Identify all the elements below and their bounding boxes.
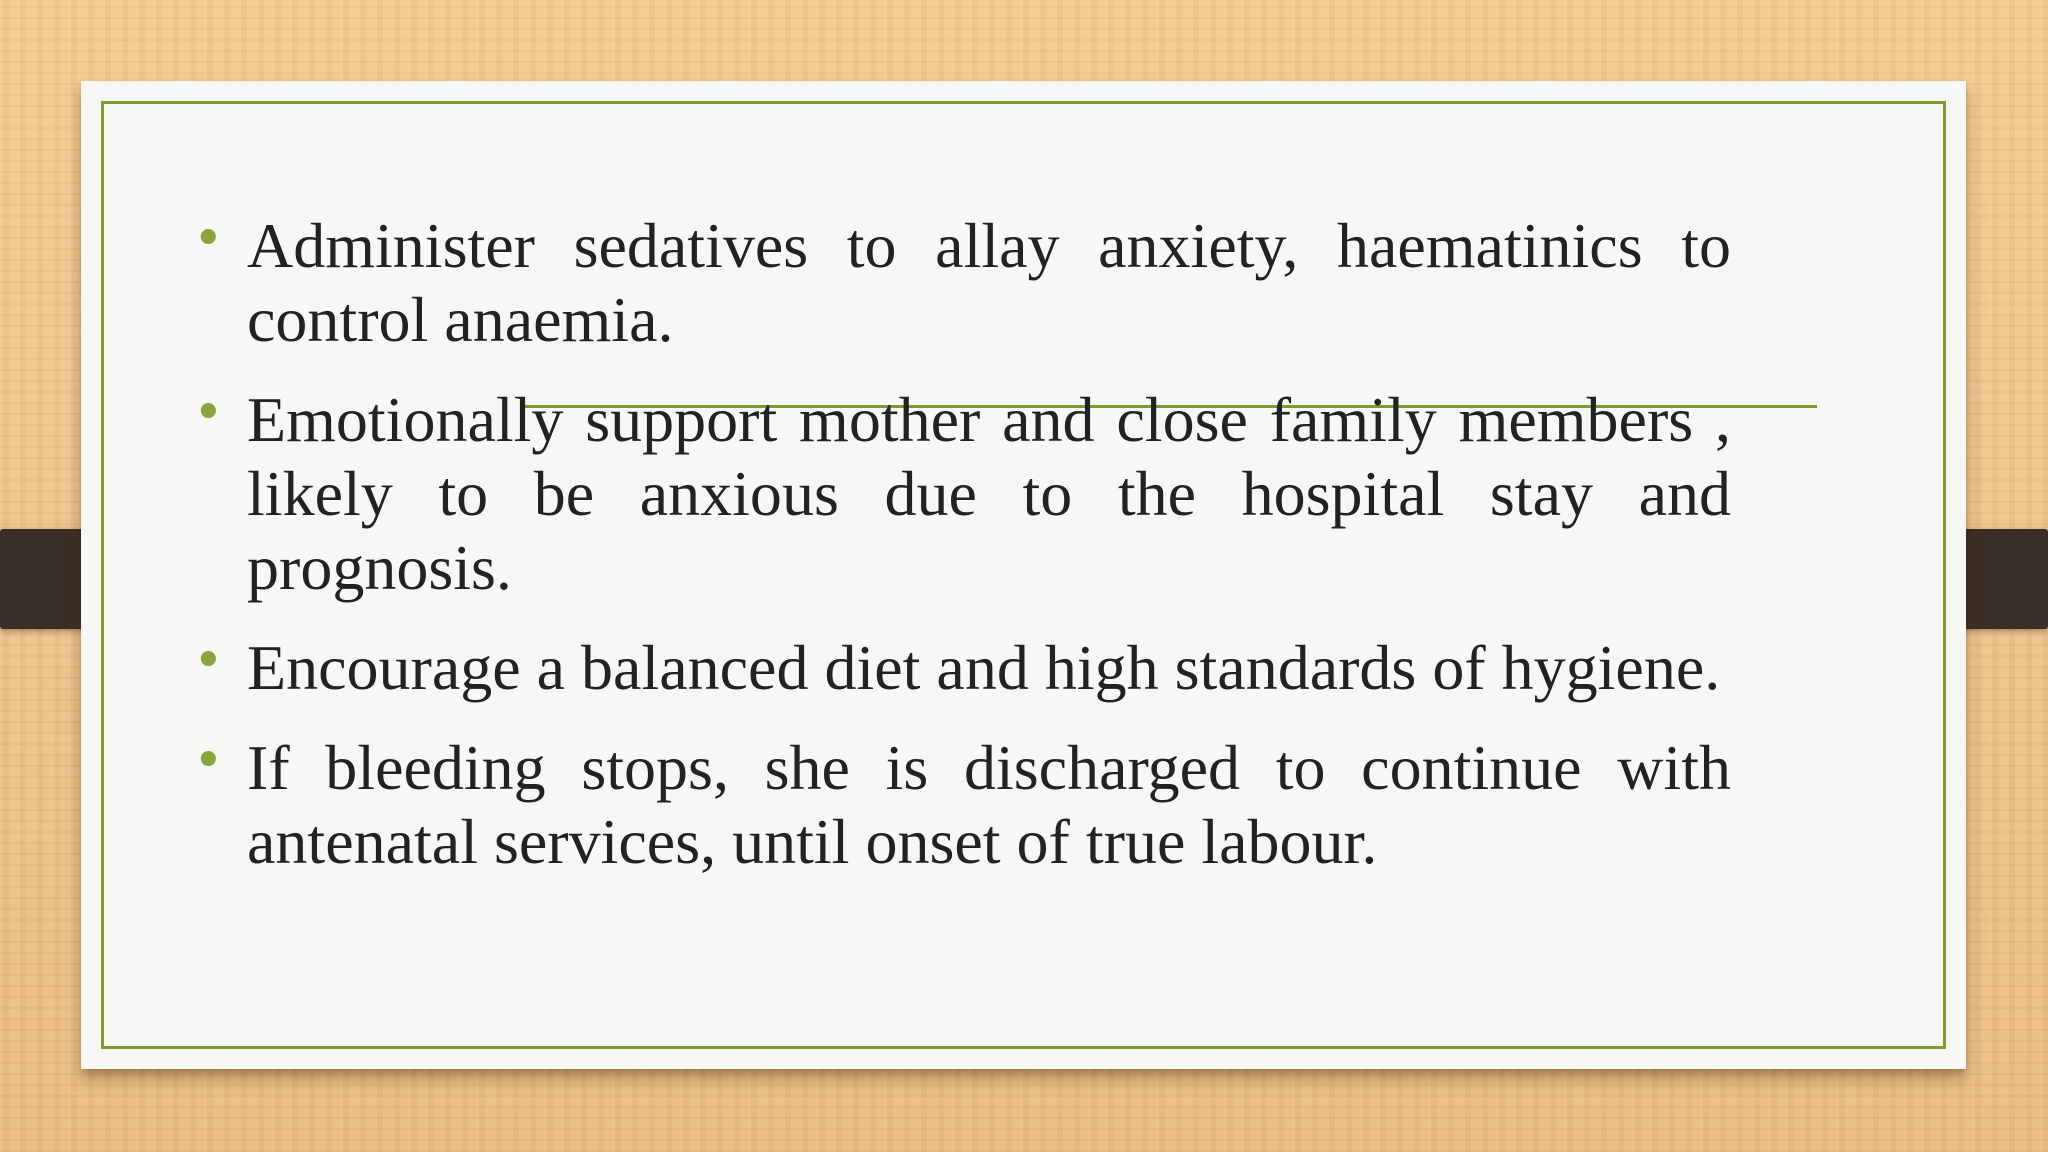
bullet-text: Encourage a balanced diet and high standards of hygiene. <box>247 632 1721 703</box>
bullet-dot-icon: • <box>193 631 224 691</box>
bullet-item <box>193 209 1731 357</box>
bullet-text: If bleeding stops, she is discharged to continue with antenatal services, until onset of true labour. <box>247 732 1731 877</box>
bullet-list <box>193 209 1731 905</box>
bullet-item <box>193 383 1731 605</box>
bullet-dot-icon: • <box>193 731 224 791</box>
bullet-dot-icon: • <box>193 383 224 443</box>
bullet-item <box>193 731 1731 879</box>
bullet-text: Administer sedatives to allay anxiety, haematinics to control anaemia. <box>247 210 1731 355</box>
slide-card <box>81 81 1966 1069</box>
bullet-text: Emotionally support mother and close family members , likely to be anxious due to the hospital stay and prognosis. <box>247 384 1731 603</box>
bullet-item <box>193 631 1731 705</box>
bullet-dot-icon: • <box>193 209 224 269</box>
